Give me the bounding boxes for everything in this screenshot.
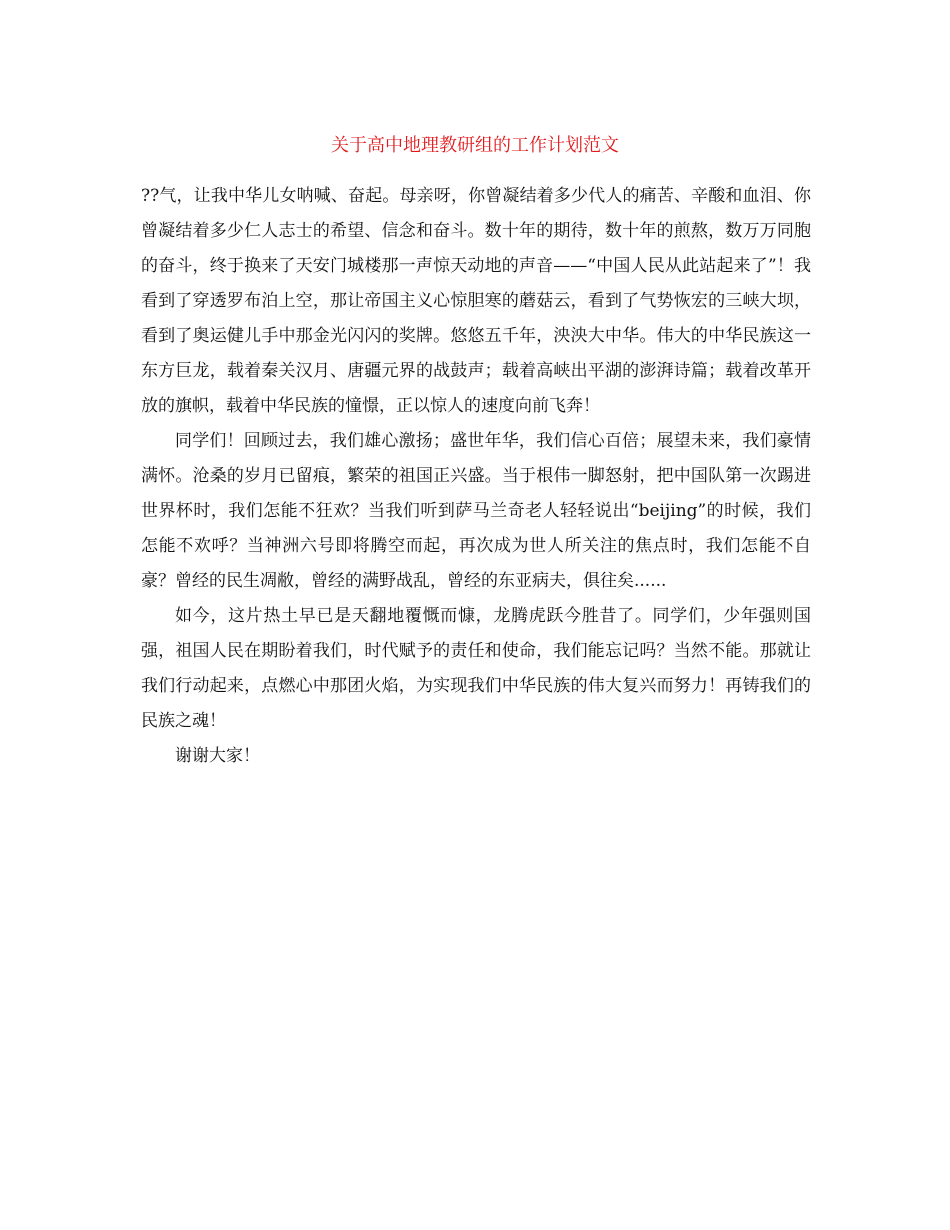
paragraph-3: 如今，这片热土早已是天翻地覆慨而慷，龙腾虎跃今胜昔了。同学们，少年强则国强，祖国人民在期盼着我们，时代赋予的责任和使命，我们能忘记吗？当然不能。那就让我们行动起来，点燃心中那团火焰，为实现我们中华民族的伟大复兴而努力！再铸我们的民族之魂！: [141, 606, 811, 731]
document-body: [141, 179, 811, 774]
document-title: 关于高中地理教研组的工作计划范文: [331, 135, 619, 156]
paragraph-1: ??气，让我中华儿女呐喊、奋起。母亲呀，你曾凝结着多少代人的痛苦、辛酸和血泪、你曾凝结着多少仁人志士的希望、信念和奋斗。数十年的期待，数十年的煎熬，数万万同胞的奋斗，终于换来了天安门城楼那一声惊天动地的声音——“中国人民从此站起来了”！我看到了穿透罗布泊上空，那让帝国主义心惊胆寒的蘑菇云，看到了气势恢宏的三峡大坝，看到了奥运健儿手中那金光闪闪的奖牌。悠悠五千年，泱泱大中华。伟大的中华民族这一东方巨龙，载着秦关汉月、唐疆元界的战鼓声；载着高峡出平湖的澎湃诗篇；载着改革开放的旗帜，载着中华民族的憧憬，正以惊人的速度向前飞奔！: [141, 186, 811, 416]
paragraph-2: 同学们！回顾过去，我们雄心激扬；盛世年华，我们信心百倍；展望未来，我们豪情满怀。沧桑的岁月已留痕，繁荣的祖国正兴盛。当于根伟一脚怒射，把中国队第一次踢进世界杯时，我们怎能不狂欢？当我们听到萨马兰奇老人轻轻说出“beijing”的时候，我们怎能不欢呼？当神洲六号即将腾空而起，再次成为世人所关注的焦点时，我们怎能不自豪？曾经的民生凋敝，曾经的满野战乱，曾经的东亚病夫，俱往矣......: [141, 431, 811, 591]
paragraph-4: 谢谢大家！: [175, 746, 260, 766]
